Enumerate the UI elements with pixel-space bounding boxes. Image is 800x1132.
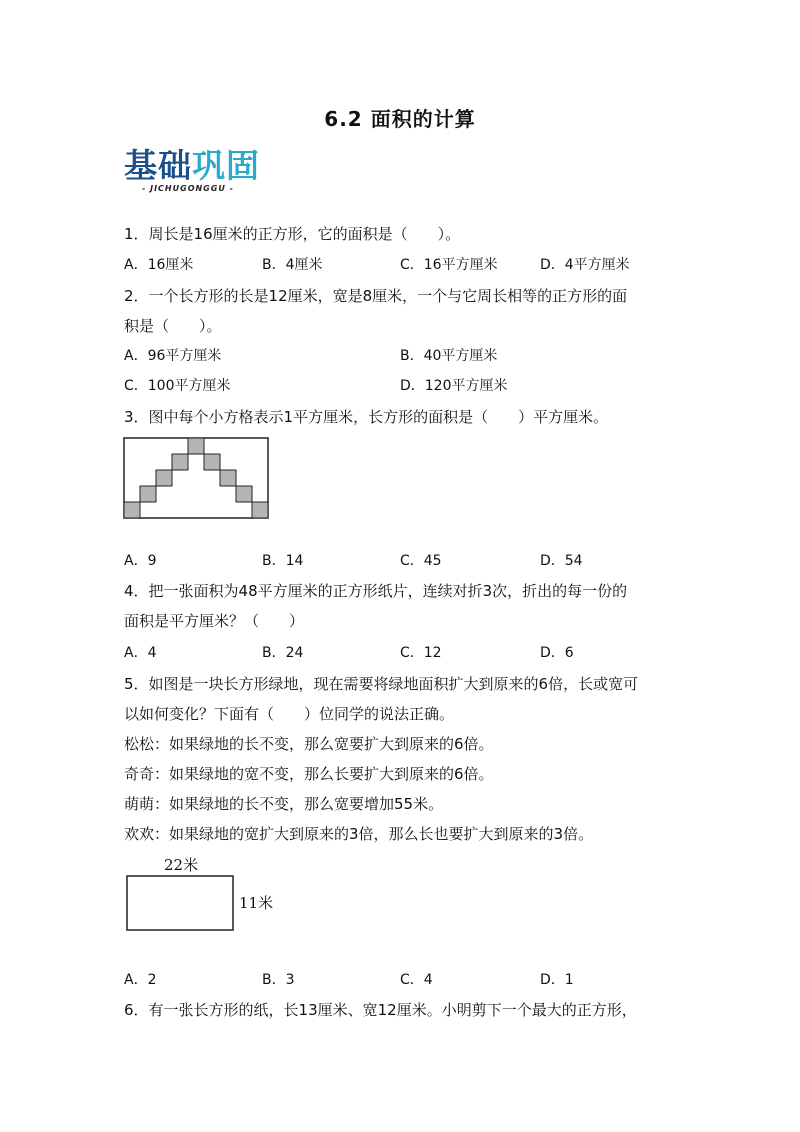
q2-option-a[interactable]: A．96平方厘米: [124, 348, 222, 364]
q1-stem: 1．周长是16厘米的正方形，它的面积是（ ）。: [124, 225, 461, 243]
q2-stem-line-2: 积是（ ）。: [124, 317, 222, 335]
q3-shaded-square: [236, 486, 252, 502]
q3-option-a[interactable]: A．9: [124, 553, 157, 569]
q3-shaded-square: [204, 454, 220, 470]
q5-statement-mengmeng: 萌萌：如果绿地的长不变，那么宽要增加55米。: [124, 795, 444, 813]
q1-option-a[interactable]: A．16厘米: [124, 257, 194, 273]
q1-option-b[interactable]: B．4厘米: [262, 257, 323, 273]
q4-option-d[interactable]: D．6: [540, 645, 574, 661]
q3-shaded-square: [172, 454, 188, 470]
q3-shaded-square: [188, 438, 204, 454]
q5-statement-songsong: 松松：如果绿地的长不变，那么宽要扩大到原来的6倍。: [124, 735, 494, 753]
q3-stem: 3．图中每个小方格表示1平方厘米，长方形的面积是（ ）平方厘米。: [124, 408, 609, 426]
logo-text-part-1: 基础: [124, 146, 192, 185]
q4-option-a[interactable]: A．4: [124, 645, 157, 661]
q2-option-b[interactable]: B．40平方厘米: [400, 348, 498, 364]
q5-width-label: 11米: [239, 894, 274, 912]
q5-option-b[interactable]: B．3: [262, 972, 295, 988]
q3-shaded-square: [124, 502, 140, 518]
q4-stem-line-1: 4．把一张面积为48平方厘米的正方形纸片，连续对折3次，折出的每一份的: [124, 582, 628, 600]
q6-stem-line-1: 6．有一张长方形的纸，长13厘米、宽12厘米。小明剪下一个最大的正方形，: [124, 1001, 637, 1019]
logo-subtitle: - JICHUGONGGU -: [142, 184, 234, 193]
q4-option-b[interactable]: B．24: [262, 645, 304, 661]
q5-option-c[interactable]: C．4: [400, 972, 433, 988]
q2-option-c[interactable]: C．100平方厘米: [124, 378, 231, 394]
q5-stem-line-2: 以如何变化？下面有（ ）位同学的说法正确。: [124, 705, 455, 723]
q3-option-d[interactable]: D．54: [540, 553, 583, 569]
q2-option-d[interactable]: D．120平方厘米: [400, 378, 508, 394]
q1-option-d[interactable]: D．4平方厘米: [540, 257, 630, 273]
section-logo: [124, 148, 269, 194]
q5-length-label: 22米: [164, 856, 199, 874]
q4-option-c[interactable]: C．12: [400, 645, 442, 661]
q5-option-a[interactable]: A．2: [124, 972, 157, 988]
q5-statement-qiqi: 奇奇：如果绿地的宽不变，那么长要扩大到原来的6倍。: [124, 765, 494, 783]
q5-field-rectangle: [126, 875, 236, 933]
q3-grid-figure: [122, 436, 272, 520]
q5-statement-huanhuan: 欢欢：如果绿地的宽扩大到原来的3倍，那么长也要扩大到原来的3倍。: [124, 825, 594, 843]
q5-stem-line-1: 5．如图是一块长方形绿地，现在需要将绿地面积扩大到原来的6倍，长或宽可: [124, 675, 639, 693]
logo-text: [124, 148, 269, 184]
q5-rectangle-outline: [127, 876, 233, 930]
q2-stem-line-1: 2．一个长方形的长是12厘米，宽是8厘米，一个与它周长相等的正方形的面: [124, 287, 628, 305]
q3-shaded-square: [156, 470, 172, 486]
q1-option-c[interactable]: C．16平方厘米: [400, 257, 498, 273]
q5-option-d[interactable]: D．1: [540, 972, 574, 988]
logo-text-part-2: 巩固: [192, 146, 260, 185]
q3-shaded-square: [140, 486, 156, 502]
q3-shaded-square: [252, 502, 268, 518]
q3-option-c[interactable]: C．45: [400, 553, 442, 569]
q3-shaded-square: [220, 470, 236, 486]
q3-option-b[interactable]: B．14: [262, 553, 304, 569]
page-title: 6.2 面积的计算: [324, 107, 476, 131]
q4-stem-line-2: 面积是平方厘米？（ ）: [124, 612, 305, 630]
